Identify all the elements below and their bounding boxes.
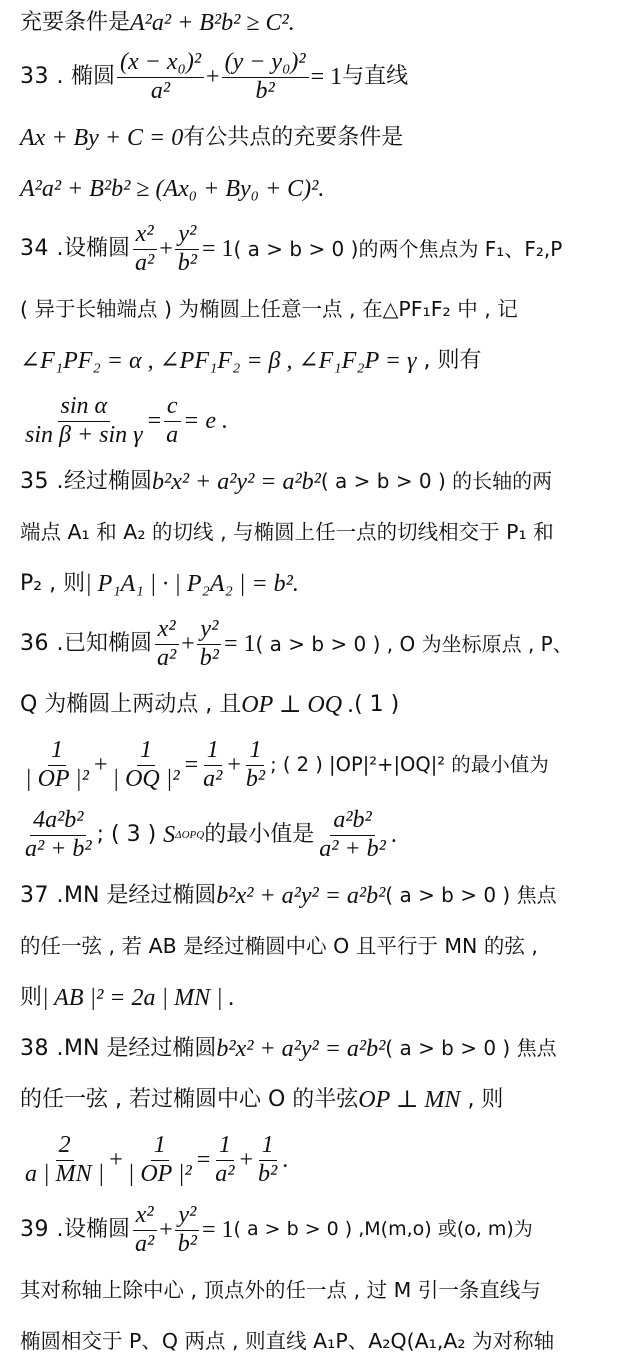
text: 则 (20, 984, 43, 1010)
numerator: a²b² (330, 808, 374, 835)
text: ; ( 2 ) |OP|²+|OQ|² 的最小值为 (270, 752, 549, 776)
text: ( a > b > 0 ) 焦点 (385, 1036, 557, 1060)
denominator: b² (258, 1160, 278, 1187)
denominator: b² (255, 77, 275, 104)
item-33-line-3 (20, 163, 623, 214)
denominator: a² + b² (319, 835, 386, 862)
item-34-line-4: $\frac{\text{sin α}}{\text{sin β + sin γ}}$ = $\frac{c}{a}$ = e . (20, 386, 623, 456)
numerator: x² (133, 222, 157, 249)
item-number: 39 . (20, 1217, 64, 1243)
text: 已知椭圆 (63, 631, 152, 657)
symbol-S: S (163, 822, 176, 848)
denominator: sin β + sin γ (25, 421, 143, 448)
text: , 则 (467, 1086, 504, 1112)
text: ( a > b > 0 ) 焦点 (385, 883, 557, 907)
fraction (197, 617, 222, 670)
denominator: b² (177, 249, 197, 276)
item-36-line-4: $\frac{\text{4a²b²}}{\text{a² + b²}}$ ; ( 3 ) S ΔOPQ 的最小值是 $\frac{\text{a²b²}}{\text{a² + b²}}$ . (20, 800, 623, 870)
fraction (22, 394, 146, 447)
text: MN 是经过椭圆 (63, 1035, 217, 1061)
text: 有公共点的充要条件是 (183, 124, 404, 150)
numerator: 1 (48, 738, 66, 765)
denominator: a² (135, 249, 155, 276)
item-number: 36 . (20, 631, 64, 657)
numerator: y² (175, 1203, 199, 1230)
numerator: (x − x₀)² (117, 50, 204, 77)
line-1 (20, 4, 623, 42)
math-expression: Ax + By + C = 0 (20, 124, 184, 151)
fraction (132, 222, 157, 275)
fraction (316, 808, 389, 861)
equals: = 1 (201, 1217, 234, 1243)
equals: = 1 (223, 631, 256, 657)
fraction (125, 1133, 195, 1186)
denominator: | OP |² (127, 1160, 192, 1187)
math-expression: OP ⊥ MN (358, 1086, 461, 1113)
math-expression: | AB |² = 2a | MN | . (42, 984, 235, 1011)
text: ; ( 3 ) (96, 822, 157, 848)
item-37-line-1 (20, 870, 623, 921)
text: 充要条件是 (20, 10, 131, 36)
item-39-line-3 (20, 1316, 623, 1367)
text: 的任一弦 , 若过椭圆中心 O 的半弦 (20, 1086, 359, 1112)
text: 端点 A₁ 和 A₂ 的切线 , 与椭圆上任一点的切线相交于 P₁ 和 (20, 519, 554, 544)
numerator: 1 (246, 738, 264, 765)
denominator: a² (215, 1160, 235, 1187)
item-35-line-3 (20, 558, 623, 609)
denominator: a² (203, 765, 223, 792)
fraction (22, 738, 92, 791)
item-35-line-2 (20, 507, 623, 558)
item-38-line-3: $\frac{2}{a | MN |}$ + $\frac{1}{\text{| OP |²}}$ = $\frac{1}{\text{a²}}$ + $\frac{1}{\text{b²}}$ . (20, 1125, 623, 1195)
item-36-line-1: 36 . 已知椭圆 $\frac{\text{x²}}{\text{a²}}$ + $\frac{\text{y²}}{\text{b²}}$ = 1 ( a > b > 0 ) , O 为坐标原点 , P、 (20, 616, 573, 671)
item-36-line-2 (20, 679, 623, 730)
math-expression: = e . (183, 408, 229, 434)
denominator: | OP |² (25, 765, 89, 792)
text: 椭圆 (70, 64, 115, 90)
denominator: b² (177, 1230, 197, 1257)
item-number: 35 . (20, 468, 64, 494)
text: 经过椭圆 (63, 468, 152, 494)
numerator: x² (155, 617, 179, 644)
item-39-line-1: 39 . 设椭圆 $\frac{\text{x²}}{\text{a²}}$ + $\frac{\text{y²}}{\text{b²}}$ = 1 ( a > b > 0 ) ,M(m,o) 或(o, m)为 (20, 1202, 533, 1257)
item-34-line-3 (20, 335, 623, 386)
item-35-line-1 (20, 456, 623, 507)
text: 椭圆相交于 P、Q 两点 , 则直线 A₁P、A₂Q(A₁,A₂ 为对称轴 (20, 1328, 555, 1353)
fraction (22, 1133, 107, 1186)
item-34-line-2 (20, 284, 623, 335)
item-39-line-2 (20, 1265, 623, 1316)
item-34-line-1: 34 . 设椭圆 $\frac{\text{x²}}{\text{a²}}$ + $\frac{\text{y²}}{\text{b²}}$ = 1 ( a > b > 0 )的两个焦点为 F₁、F₂,P (20, 221, 563, 276)
text: ( a > b > 0 ) 的长轴的两 (320, 469, 553, 493)
denominator: a² + b² (25, 835, 92, 862)
fraction (110, 738, 183, 791)
text: 其对称轴上除中心 , 顶点外的任一点 , 过 M 引一条直线与 (20, 1277, 541, 1302)
text: 设椭圆 (63, 236, 130, 262)
text: 的任一弦 , 若 AB 是经过椭圆中心 O 且平行于 MN 的弦 , (20, 933, 538, 958)
item-37-line-2 (20, 921, 623, 972)
numerator: 1 (259, 1133, 277, 1160)
math-expression: b²x² + a²y² = a²b² (216, 1035, 386, 1062)
item-38-line-1 (20, 1023, 623, 1074)
fraction (22, 808, 95, 861)
math-expression: ∠F₁PF₂ = α , ∠PF₁F₂ = β , ∠F₁F₂P = γ (20, 347, 417, 374)
math-expression: A²a² + B²b² ≥ C². (130, 10, 295, 36)
text: ( a > b > 0 ) , O 为坐标原点 , P、 (255, 631, 573, 656)
item-number: 37 . (20, 882, 64, 908)
fraction (175, 1203, 200, 1256)
numerator: 1 (204, 738, 222, 765)
denominator: a² (150, 77, 171, 104)
text: P₂ , 则 (20, 570, 86, 596)
numerator: 1 (137, 738, 155, 765)
text: 的最小值是 (204, 822, 315, 848)
numerator: x² (133, 1203, 157, 1230)
text: ( a > b > 0 ) ,M(m,o) 或(o, m)为 (233, 1218, 533, 1241)
denominator: a (166, 421, 179, 448)
text: , 则有 (423, 347, 482, 373)
denominator: | OQ |² (112, 765, 180, 792)
fraction (222, 50, 309, 103)
denominator: a² (157, 644, 177, 671)
numerator: y² (175, 222, 199, 249)
math-expression: A²a² + B²b² ≥ (Ax₀ + By₀ + C)². (20, 175, 325, 202)
numerator: 1 (216, 1133, 234, 1160)
numerator: 1 (151, 1133, 169, 1160)
fraction (243, 738, 268, 791)
text: 设椭圆 (63, 1217, 130, 1243)
denominator: a | MN | (25, 1160, 105, 1187)
item-number: 34 . (20, 236, 64, 262)
math-expression: b²x² + a²y² = a²b² (152, 468, 321, 495)
text: ( 异于长轴端点 ) 为椭圆上任意一点 , 在△PF₁F₂ 中 , 记 (20, 296, 518, 321)
fraction (212, 1133, 237, 1186)
item-33-line-2 (20, 112, 623, 163)
text: 与直线 (342, 64, 409, 90)
math-expression: OP ⊥ OQ . (241, 691, 355, 718)
numerator: 4a²b² (30, 808, 86, 835)
numerator: c (164, 394, 181, 421)
numerator: sin α (58, 394, 111, 421)
text: MN 是经过椭圆 (63, 882, 217, 908)
item-number: 38 . (20, 1035, 64, 1061)
fraction (154, 617, 179, 670)
text: Q 为椭圆上两动点 , 且 (20, 691, 242, 717)
equals: = 1 (201, 236, 234, 262)
numerator: y² (197, 617, 221, 644)
text: ( a > b > 0 )的两个焦点为 F₁、F₂,P (233, 236, 563, 261)
numerator: (y − y₀)² (222, 50, 309, 77)
math-expression: b²x² + a²y² = a²b² (216, 882, 386, 909)
equals: = 1 (310, 64, 343, 90)
math-expression: | P₁A₁ | · | P₂A₂ | = b². (85, 570, 299, 597)
denominator: b² (199, 644, 219, 671)
text: ( 1 ) (354, 691, 400, 717)
fraction (255, 1133, 280, 1186)
denominator: a² (135, 1230, 155, 1257)
denominator: b² (245, 765, 266, 792)
fraction (200, 738, 225, 791)
numerator: 2 (56, 1133, 74, 1160)
item-36-line-3: $\frac{1}{\text{| OP |²}}$ + $\frac{1}{\text{| OQ |²}}$ = $\frac{1}{\text{a²}}$ + $\frac{1}{\text{b²}}$ ; ( 2 ) |OP|²+|OQ|² 的最小值为 (20, 730, 623, 800)
item-38-line-2 (20, 1074, 623, 1125)
item-33-line-1: 33 . 椭圆 $\frac{\text{(x − x₀)²}}{\text{a²}}$ + $\frac{\text{(y − y₀)²}}{\text{b²}}$ = 1 与直线 (20, 49, 409, 104)
fraction (163, 394, 181, 447)
fraction (175, 222, 200, 275)
item-number: 33 . (20, 64, 64, 90)
fraction (117, 50, 204, 103)
fraction (132, 1203, 157, 1256)
item-37-line-3 (20, 972, 623, 1023)
